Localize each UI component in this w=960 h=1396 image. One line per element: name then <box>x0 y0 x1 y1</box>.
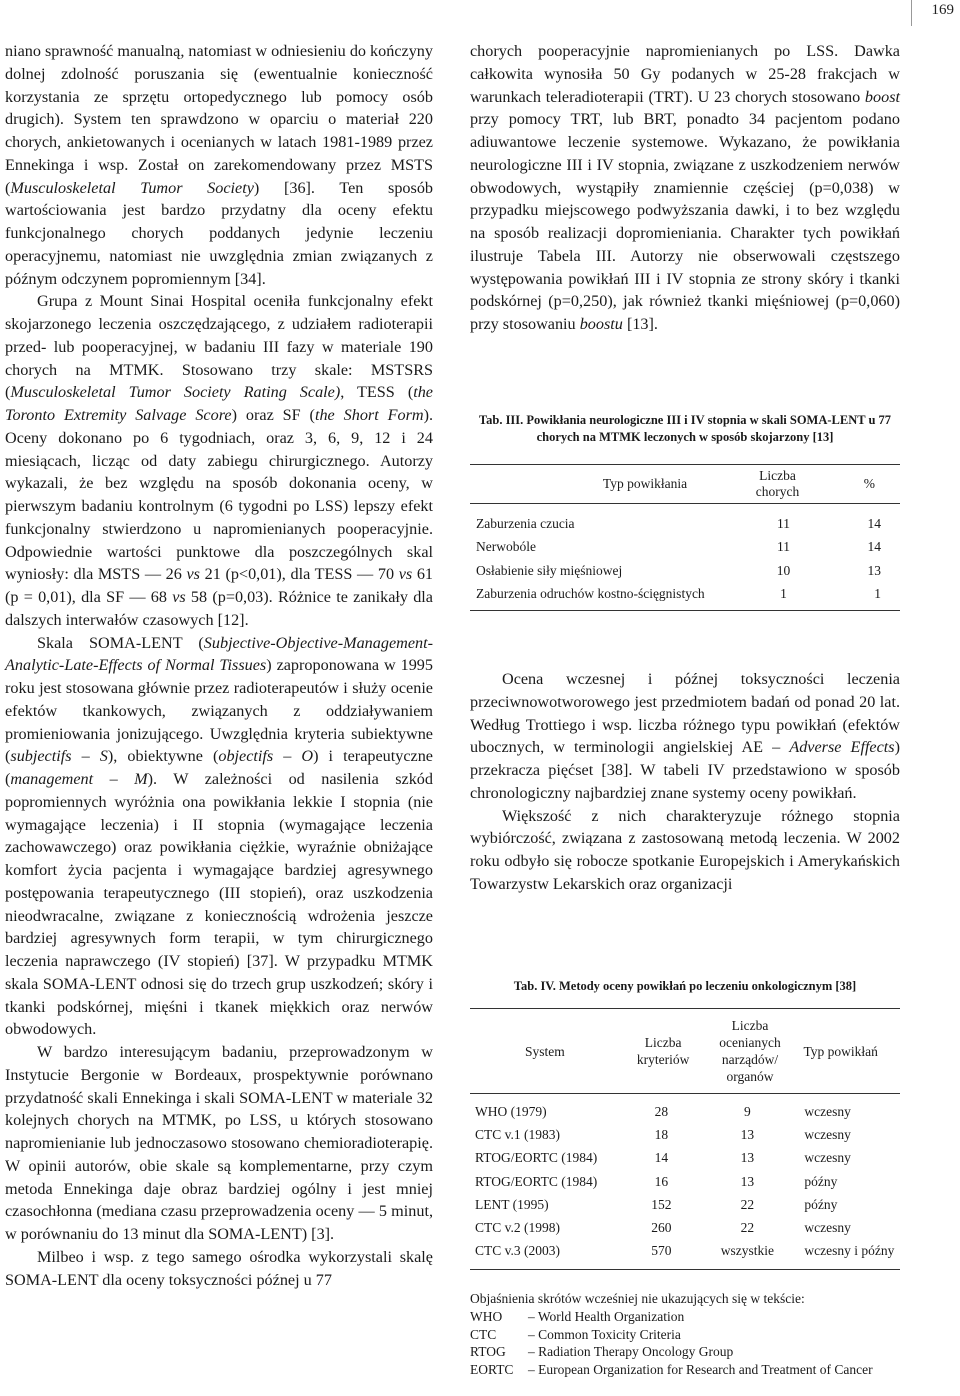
left-column <box>5 40 433 1291</box>
table-cell: LENT (1995) <box>475 1196 549 1212</box>
table-cell: 13 <box>867 562 881 578</box>
paragraph: Skala SOMA-LENT (Subjective-Objective-Management-Analytic-Late-Effects of Normal Tissues) zaproponowana w 1995 roku jest stosowana głównie przez radioterapeutów i służy ocenie efektów tkankowych, związanych z oddziaływaniem promieniowania jonizującego. Uwzględnia kryteria subiektywne (subjectifs – S), obiektywne (objectifs – O) i terapeutyczne (management – M). W zależności od nasilenia szkód popromiennych wyróżnia ona powikłania lekkie I stopnia (nie wymagające leczenia) i II stopnia (wymagające leczenia zachowawczego) oraz powikłania ciężkie, wyraźnie obniżające komfort życia pacjenta i wymagające bardziej agresywnego postępowania terapeutycznego (III stopień), oraz uszkodzenia nieodwracalne, związane z koniecznością wdrożenia jeszcze bardziej agresywnych form terapii, w tym chirurgicznego leczenia naprawczego (IV stopień) [37]. W przypadku MTMK skala SOMA-LENT odnosi się do trzech grup uszkodzeń; skóry i tkanki podskórnej, mięśni i tkanek miękkich oraz nerwów obwodowych. <box>5 633 433 1039</box>
right-column-continued <box>470 668 900 896</box>
table-row <box>470 1100 900 1123</box>
abbreviation-value: – European Organization for Research and Treatment of Cancer <box>528 1361 873 1377</box>
table-cell: 22 <box>740 1196 755 1212</box>
abbreviation-item <box>470 1308 900 1325</box>
table-cell: 28 <box>654 1103 669 1119</box>
table-cell: 1 <box>874 586 881 602</box>
abbreviation-key: CTC <box>470 1326 497 1342</box>
table-cell: wczesny <box>804 1126 851 1142</box>
italic-text: Musculoskeletal Tumor Society <box>10 178 254 197</box>
abbreviation-key: RTOG <box>470 1344 506 1360</box>
table-row <box>470 512 900 536</box>
table-cell: RTOG/EORTC (1984) <box>475 1173 598 1189</box>
paragraph: niano sprawność manualną, natomiast w odniesieniu do kończyny dolnej zdolność poruszania się (ewentualnie konieczność korzystania ze sprzętu ortopedycznego lub pomocy osób drugich). System ten sprawdzono w oparciu o materiał 220 chorych, ankietowanych i ocenianych w latach 1981-1989 przez Ennekinga i wsp. Został on zarekomendowany przez MSTS (Musculoskeletal Tumor Society) [36]. Ten sposób wartościowania jest bardzo przydatny dla oceny efektu funkcjonalnego chorych poddanych jedynie leczeniu operacyjnemu, natomiast nie uwzględnia zmian związanych z późnym odczynem popromiennym [34]. <box>5 42 434 288</box>
table-4-caption-wrap <box>470 978 900 1002</box>
abbreviation-key: EORTC <box>470 1361 514 1377</box>
italic-text: boost <box>864 87 900 106</box>
table-cell: 260 <box>651 1220 672 1236</box>
table-header-cell: Typ powikłań <box>803 1043 878 1059</box>
abbreviation-value: – World Health Organization <box>528 1309 685 1325</box>
abbreviation-value: – Common Toxicity Criteria <box>528 1326 681 1342</box>
table-row <box>470 1240 900 1263</box>
table-cell: CTC v.1 (1983) <box>475 1126 560 1142</box>
paragraph: Milbeo i wsp. z tego samego ośrodka wykorzystali skalę SOMA-LENT dla oceny toksyczności późnej u 77 <box>5 1247 433 1289</box>
table-header-cell: System <box>524 1043 565 1059</box>
table-header-cell: Liczba kryteriów <box>636 1035 690 1067</box>
table-3-caption-wrap <box>470 410 900 458</box>
paragraph: Większość z nich charakteryzuje różnego stopnia wybiórczość, związana z zastosowaną metodą leczenia. W 2002 roku odbyło się robocze spotkanie Europejskich i Amerykańskich Towarzystw Lekarskich oraz organizacji <box>470 806 900 893</box>
table-cell: Osłabienie siły mięśniowej <box>476 562 623 578</box>
table-3 <box>470 410 900 611</box>
table-cell: 14 <box>654 1150 669 1166</box>
page-number: 169 <box>931 2 954 18</box>
italic-text: boostu <box>579 315 623 333</box>
table-header-cell: Typ powikłania <box>602 476 688 491</box>
table-header-cell: Liczba ocenianych narządów/ organów <box>719 1018 781 1084</box>
table-cell: 13 <box>740 1126 755 1142</box>
table-header-cell: Liczba chorych <box>755 468 800 499</box>
table-row <box>470 536 900 560</box>
table-3-header <box>470 464 900 504</box>
table-row <box>470 583 900 607</box>
table-3-caption: Tab. III. Powikłania neurologiczne III i IV stopnia w skali SOMA-LENT u 77 chorych na MTMK leczonych w sposób skojarzony [13] <box>478 413 892 444</box>
table-cell: Zaburzenia czucia <box>476 515 575 531</box>
italic-text: Subjective-Objective-Management-Analytic-Late-Effects of Normal Tissues <box>5 633 433 675</box>
italic-text: vs <box>398 565 413 584</box>
abbreviation-value: – Radiation Therapy Oncology Group <box>528 1344 734 1360</box>
table-4 <box>470 978 900 1270</box>
italic-text: Musculoskeletal Tumor Society Rating Scale) <box>10 383 341 402</box>
table-cell: 14 <box>867 515 881 531</box>
table-cell: 570 <box>651 1243 672 1259</box>
table-cell: CTC v.2 (1998) <box>475 1220 560 1236</box>
italic-text: Adverse Effects <box>789 738 895 757</box>
table-cell: 1 <box>780 586 787 602</box>
paragraph: Ocena wczesnej i późnej toksyczności leczenia przeciwnowotworowego jest przedmiotem badań od ponad 20 lat. Według Trottiego i wsp. liczba różnego typu powikłań (efektów ubocznych, w terminologii angielskiej AE – Adverse Effects) przekracza pięćset [38]. W tabeli IV przedstawiono w sposób chronologiczny najbardziej znane systemy oceny powikłań. <box>470 670 900 802</box>
abbreviation-item <box>470 1326 900 1343</box>
table-cell: RTOG/EORTC (1984) <box>475 1150 598 1166</box>
table-cell: 22 <box>740 1220 755 1236</box>
table-cell: 13 <box>740 1150 755 1166</box>
table-row <box>470 1193 900 1216</box>
abbreviation-key: WHO <box>470 1309 503 1325</box>
table-row <box>470 559 900 583</box>
italic-text: management – M <box>10 770 148 788</box>
table-row <box>470 1123 900 1146</box>
table-cell: Zaburzenia odruchów kostno-ścięgnistych <box>476 586 705 602</box>
italic-text: the Toronto Extremity Salvage Score <box>5 383 433 424</box>
table-cell: późny <box>804 1173 838 1189</box>
table-row <box>470 1147 900 1170</box>
abbreviations-title: Objaśnienia skrótów wcześniej nie ukazujących się w tekście: <box>470 1291 805 1306</box>
table-cell: 152 <box>651 1196 672 1212</box>
table-cell: wczesny i późny <box>804 1243 895 1259</box>
paragraph: chorych pooperacyjnie napromienianych po LSS. Dawka całkowita wynosiła 50 Gy podanych w 25-28 frakcjach w warunkach teleradioterapii (TRT). U 23 chorych stosowano boost przy pomocy TRT, lub BRT, ponadto 34 pacjentom podano adiuwantowe leczenie systemowe. Wykazano, że powikłania neurologiczne III i IV stopnia, związane z uszkodzeniem nerwów obwodowych, wystąpiły znamiennie częściej (p=0,038) w przypadku miejscowego podwyższania dawki, i to bez względu na sposób realizacji dopromieniania. Charakter tych powikłań ilustruje Tabela III. Autorzy nie obserwowali częstszego występowania powikłań III i IV stopnia ze strony skóry i tkanki podskórnej (p=0,250), jak również tkanki mięśniowej (p=0,060) przy stosowaniu boostu [13]. <box>470 42 900 333</box>
italic-text: subjectifs – S <box>10 747 108 766</box>
table-cell: 18 <box>654 1126 669 1142</box>
paragraph: W bardzo interesującym badaniu, przeprowadzonym w Instytucie Bergonie w Bordeaux, prospektywnie porównano przydatność skali Ennekinga i skali SOMA-LENT w materiale 32 kolejnych chorych na MTMK, po LSS, u których stosowano napromienianie lub jednoczasowo stosowano chemioradioterapię. W opinii autorów, obie skale są komplementarne, przy czym metoda Ennekinga daje obraz bardziej ogólny i jest mniej czasochłonna (mediana czasu przeprowadzenia oceny — 5 minut, w porównaniu do 13 minut dla SOMA-LENT) [3]. <box>5 1043 433 1243</box>
table-row <box>470 1170 900 1193</box>
abbreviations <box>470 1290 900 1378</box>
table-cell: 14 <box>867 539 881 555</box>
table-cell: 10 <box>776 562 791 578</box>
paragraph: Grupa z Mount Sinai Hospital oceniła funkcjonalny efekt skojarzonego leczenia oszczędzającego, z udziałem radioterapii przed- lub pooperacyjnej, w badaniu III fazy w materiale 190 chorych na MTMK. Stosowano trzy skale: MSTSRS (Musculoskeletal Tumor Society Rating Scale), TESS (the Toronto Extremity Salvage Score) oraz SF (the Short Form). Oceny dokonano po 6 tygodniach, oraz 3, 6, 9, 12 i 24 miesiącach, licząc od daty zabiegu chirurgicznego. Autorzy wykazali, że bez względu na sposób dokonania oceny, w pierwszym badaniu kontrolnym (6 tygodni po LSS) lepszy efekt funkcjonalny stwierdzono u napromienianych pooperacyjnie. Odpowiednie wartości punktowe dla poszczególnych skal wyniosły: dla MSTS — 26 vs 21 (p<0,01), dla TESS — 70 vs 61 (p = 0,01), dla SF — 68 vs 58 (p=0,03). Różnice te zanikały dla dalszych interwałów czasowych [12]. <box>5 292 434 629</box>
table-cell: 11 <box>777 539 790 555</box>
table-cell: wszystkie <box>720 1243 775 1259</box>
table-4-body <box>470 1094 900 1270</box>
table-cell: CTC v.3 (2003) <box>475 1243 560 1259</box>
table-cell: wczesny <box>804 1103 851 1119</box>
table-cell: późny <box>804 1196 838 1212</box>
italic-text: the Short Form <box>314 406 424 424</box>
page-number-rule <box>911 0 912 26</box>
abbreviation-item <box>470 1361 900 1378</box>
italic-text: objectifs – O <box>218 747 314 766</box>
italic-text: vs <box>186 565 200 584</box>
table-header-cell: % <box>863 476 875 491</box>
table-row <box>470 1216 900 1239</box>
table-cell: 13 <box>740 1173 755 1189</box>
italic-text: vs <box>172 588 186 606</box>
table-4-header <box>470 1008 900 1094</box>
table-3-body <box>470 504 900 611</box>
table-cell: wczesny <box>804 1220 851 1236</box>
abbreviation-item <box>470 1343 900 1360</box>
table-cell: WHO (1979) <box>475 1103 547 1119</box>
table-cell: 9 <box>744 1103 751 1119</box>
table-cell: 11 <box>777 515 790 531</box>
table-cell: Nerwobóle <box>476 539 536 555</box>
table-cell: 16 <box>654 1173 669 1189</box>
table-cell: wczesny <box>804 1150 851 1166</box>
right-column <box>470 40 900 336</box>
table-4-caption: Tab. IV. Metody oceny powikłań po leczeniu onkologicznym [38] <box>513 979 857 993</box>
